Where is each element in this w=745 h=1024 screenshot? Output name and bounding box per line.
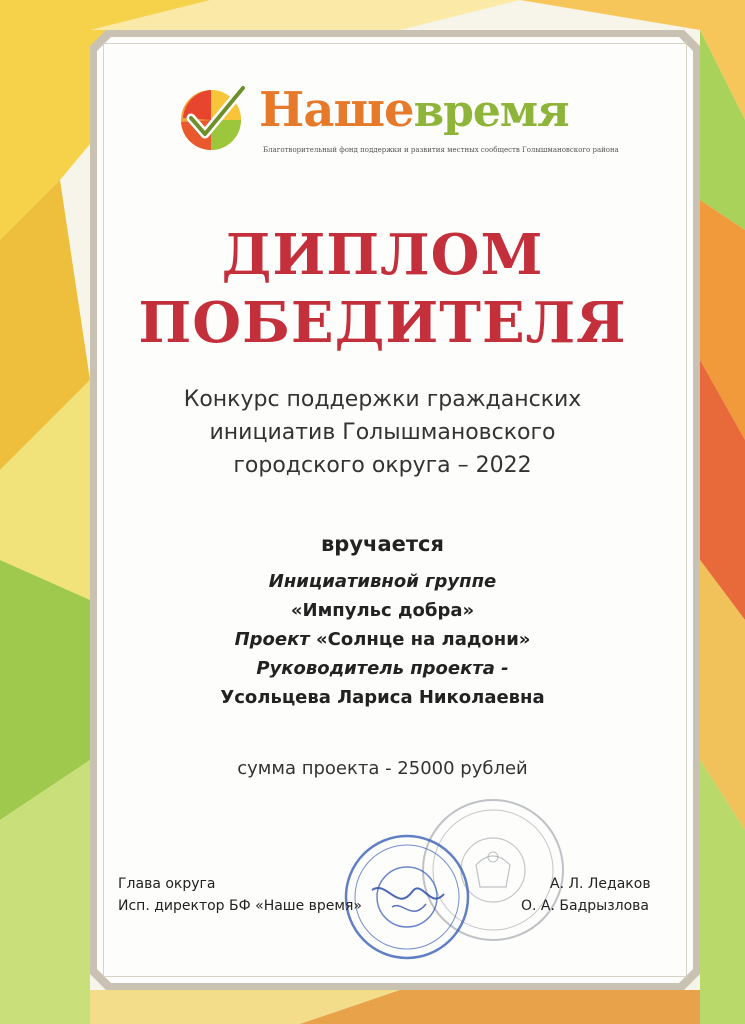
project-name: «Солнце на ладони» [316, 629, 531, 650]
contest-name [110, 383, 655, 482]
contest-line3: городского округа – 2022 [233, 453, 532, 478]
signatory-name-1: А. Л. Ледаков [550, 876, 651, 892]
contest-line2: инициатив Голышмановского [209, 420, 556, 445]
group-label: Инициативной группе [268, 571, 497, 592]
contest-line1: Конкурс поддержки гражданских [183, 387, 582, 412]
signatory-role-2: Исп. директор БФ «Наше время» [118, 898, 362, 914]
recipient-block [110, 567, 655, 712]
fund-logo [173, 78, 619, 168]
checkmark-logo-icon [173, 78, 253, 158]
leader-label: Руководитель проекта - [256, 658, 509, 679]
fund-seal [342, 832, 472, 962]
diploma-title-line2: ПОБЕДИТЕЛЯ [138, 290, 627, 356]
logo-wordmark: Нашевремя [259, 82, 569, 138]
awarded-label: вручается [321, 532, 444, 556]
leader-name: Усольцева Лариса Николаевна [220, 687, 545, 708]
project-line [110, 625, 655, 654]
group-name: «Импульс добра» [290, 600, 475, 621]
signatory-role-1: Глава округа [118, 876, 216, 892]
project-label: Проект [234, 629, 310, 650]
logo-subtitle: Благотворительный фонд поддержки и развития местных сообществ Голышмановского района [263, 146, 619, 154]
diploma-title-line1: ДИПЛОМ [221, 222, 544, 288]
signatory-name-2: О. А. Бадрызлова [521, 898, 649, 914]
project-sum: сумма проекта - 25000 рублей [237, 758, 528, 779]
